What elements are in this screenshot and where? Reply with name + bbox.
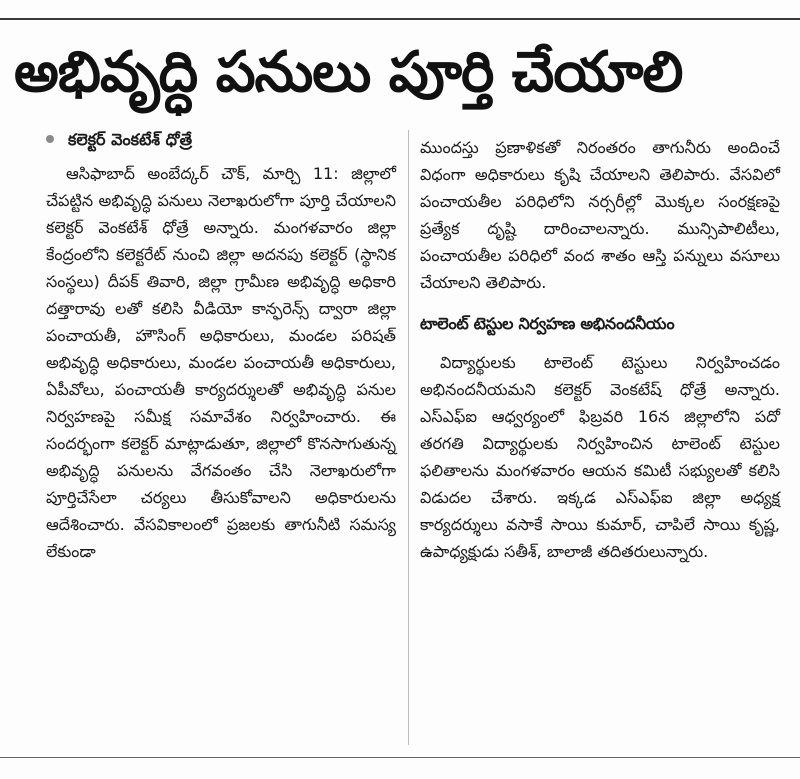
subheading: టాలెంట్ టెస్టుల నిర్వహణ అభినందనీయం bbox=[420, 314, 675, 333]
top-rule bbox=[0, 18, 800, 20]
byline bbox=[46, 124, 396, 154]
right-column bbox=[420, 134, 780, 565]
left-column bbox=[46, 124, 396, 565]
headline: అభివృద్ధి పనులు పూర్తి చేయాలి bbox=[14, 40, 683, 105]
right-paragraph-1: ముందస్తు ప్రణాళికతో నిరంతరం తాగునీరు అందించే విధంగా అధికారులు కృషి చేయాలని తెలిపారు. వేసవిలో పంచాయతీల పరిధిలోని నర్సరీల్లో మొక్కల సంరక్షణపై ప్రత్యేక దృష్టి దారించాలన్నారు. మున్సిపాలిటీలు, పంచాయతీల పరిధిలో వంద శాతం ఆస్తి పన్నులు వసూలు చేయాలని తెలిపారు. bbox=[420, 138, 780, 292]
byline-text: కలెక్టర్ వెంకటేశ్ ధోత్రే bbox=[68, 129, 193, 149]
left-paragraph-1: ఆసిఫాబాద్ అంబేద్కర్ చౌక్, మార్చి 11: జిల్లాలో చేపట్టిన అభివృద్ధి పనులు నెలాఖరులోగా పూర్తి చేయాలని కలెక్టర్ వెంకటేశ్ ధోత్రే అన్నారు. మంగళవారం జిల్లా కేంద్రంలోని కలెక్టరేట్ నుంచి జిల్లా అదనపు కలెక్టర్ (స్థానిక సంస్థలు) దీపక్ తివారి, జిల్లా గ్రామీణ అభివృద్ధి అధికారి దత్తారావు లతో కలిసి వీడియో కాన్ఫరెన్స్ ద్వారా జిల్లా పంచాయతీ, హౌసింగ్ అధికారులు, మండల పరిషత్ అభివృద్ధి అధికారులు, మండల పంచాయతీ అధికారులు, ఏపీవోలు, పంచాయతీ కార్యదర్శులతో అభివృద్ధి పనుల నిర్వహణపై సమీక్ష సమావేశం నిర్వహించారు. ఈ సందర్భంగా కలెక్టర్ మాట్లాడుతూ, జిల్లాలో కొనసాగుతున్న అభివృద్ధి పనులను వేగవంతం చేసి నెలాఖరులోగా పూర్తిచేసేలా చర్యలు తీసుకోవాలని అధికారులను ఆదేశించారు. వేసవికాలంలో ప్రజలకు తాగునీటి సమస్య లేకుండా bbox=[46, 164, 396, 561]
column-divider bbox=[408, 130, 409, 745]
bullet-icon bbox=[46, 135, 54, 143]
bottom-rule bbox=[0, 757, 800, 758]
right-paragraph-2: విద్యార్థులకు టాలెంట్ టెస్టులు నిర్వహించడం అభినందనీయమని కలెక్టర్ వెంకటేష్ ధోత్రే అన్నారు. ఎస్ఎఫ్ఐ ఆధ్వర్యంలో ఫిబ్రవరి 16న జిల్లాలోని పదో తరగతి విద్యార్థులకు నిర్వహించిన టాలెంట్ టెస్టుల ఫలితాలను మంగళవారం ఆయన కమిటీ సభ్యులతో కలిసి విడుదల చేశారు. ఇక్కడ ఎస్ఎఫ్ఐ జిల్లా అధ్యక్ష కార్యదర్శులు వసాకే సాయి కుమార్, చాపిలే సాయి కృష్ణ, ఉపాధ్యక్షుడు సతీశ్, బాలాజీ తదితరులున్నారు. bbox=[420, 353, 780, 561]
